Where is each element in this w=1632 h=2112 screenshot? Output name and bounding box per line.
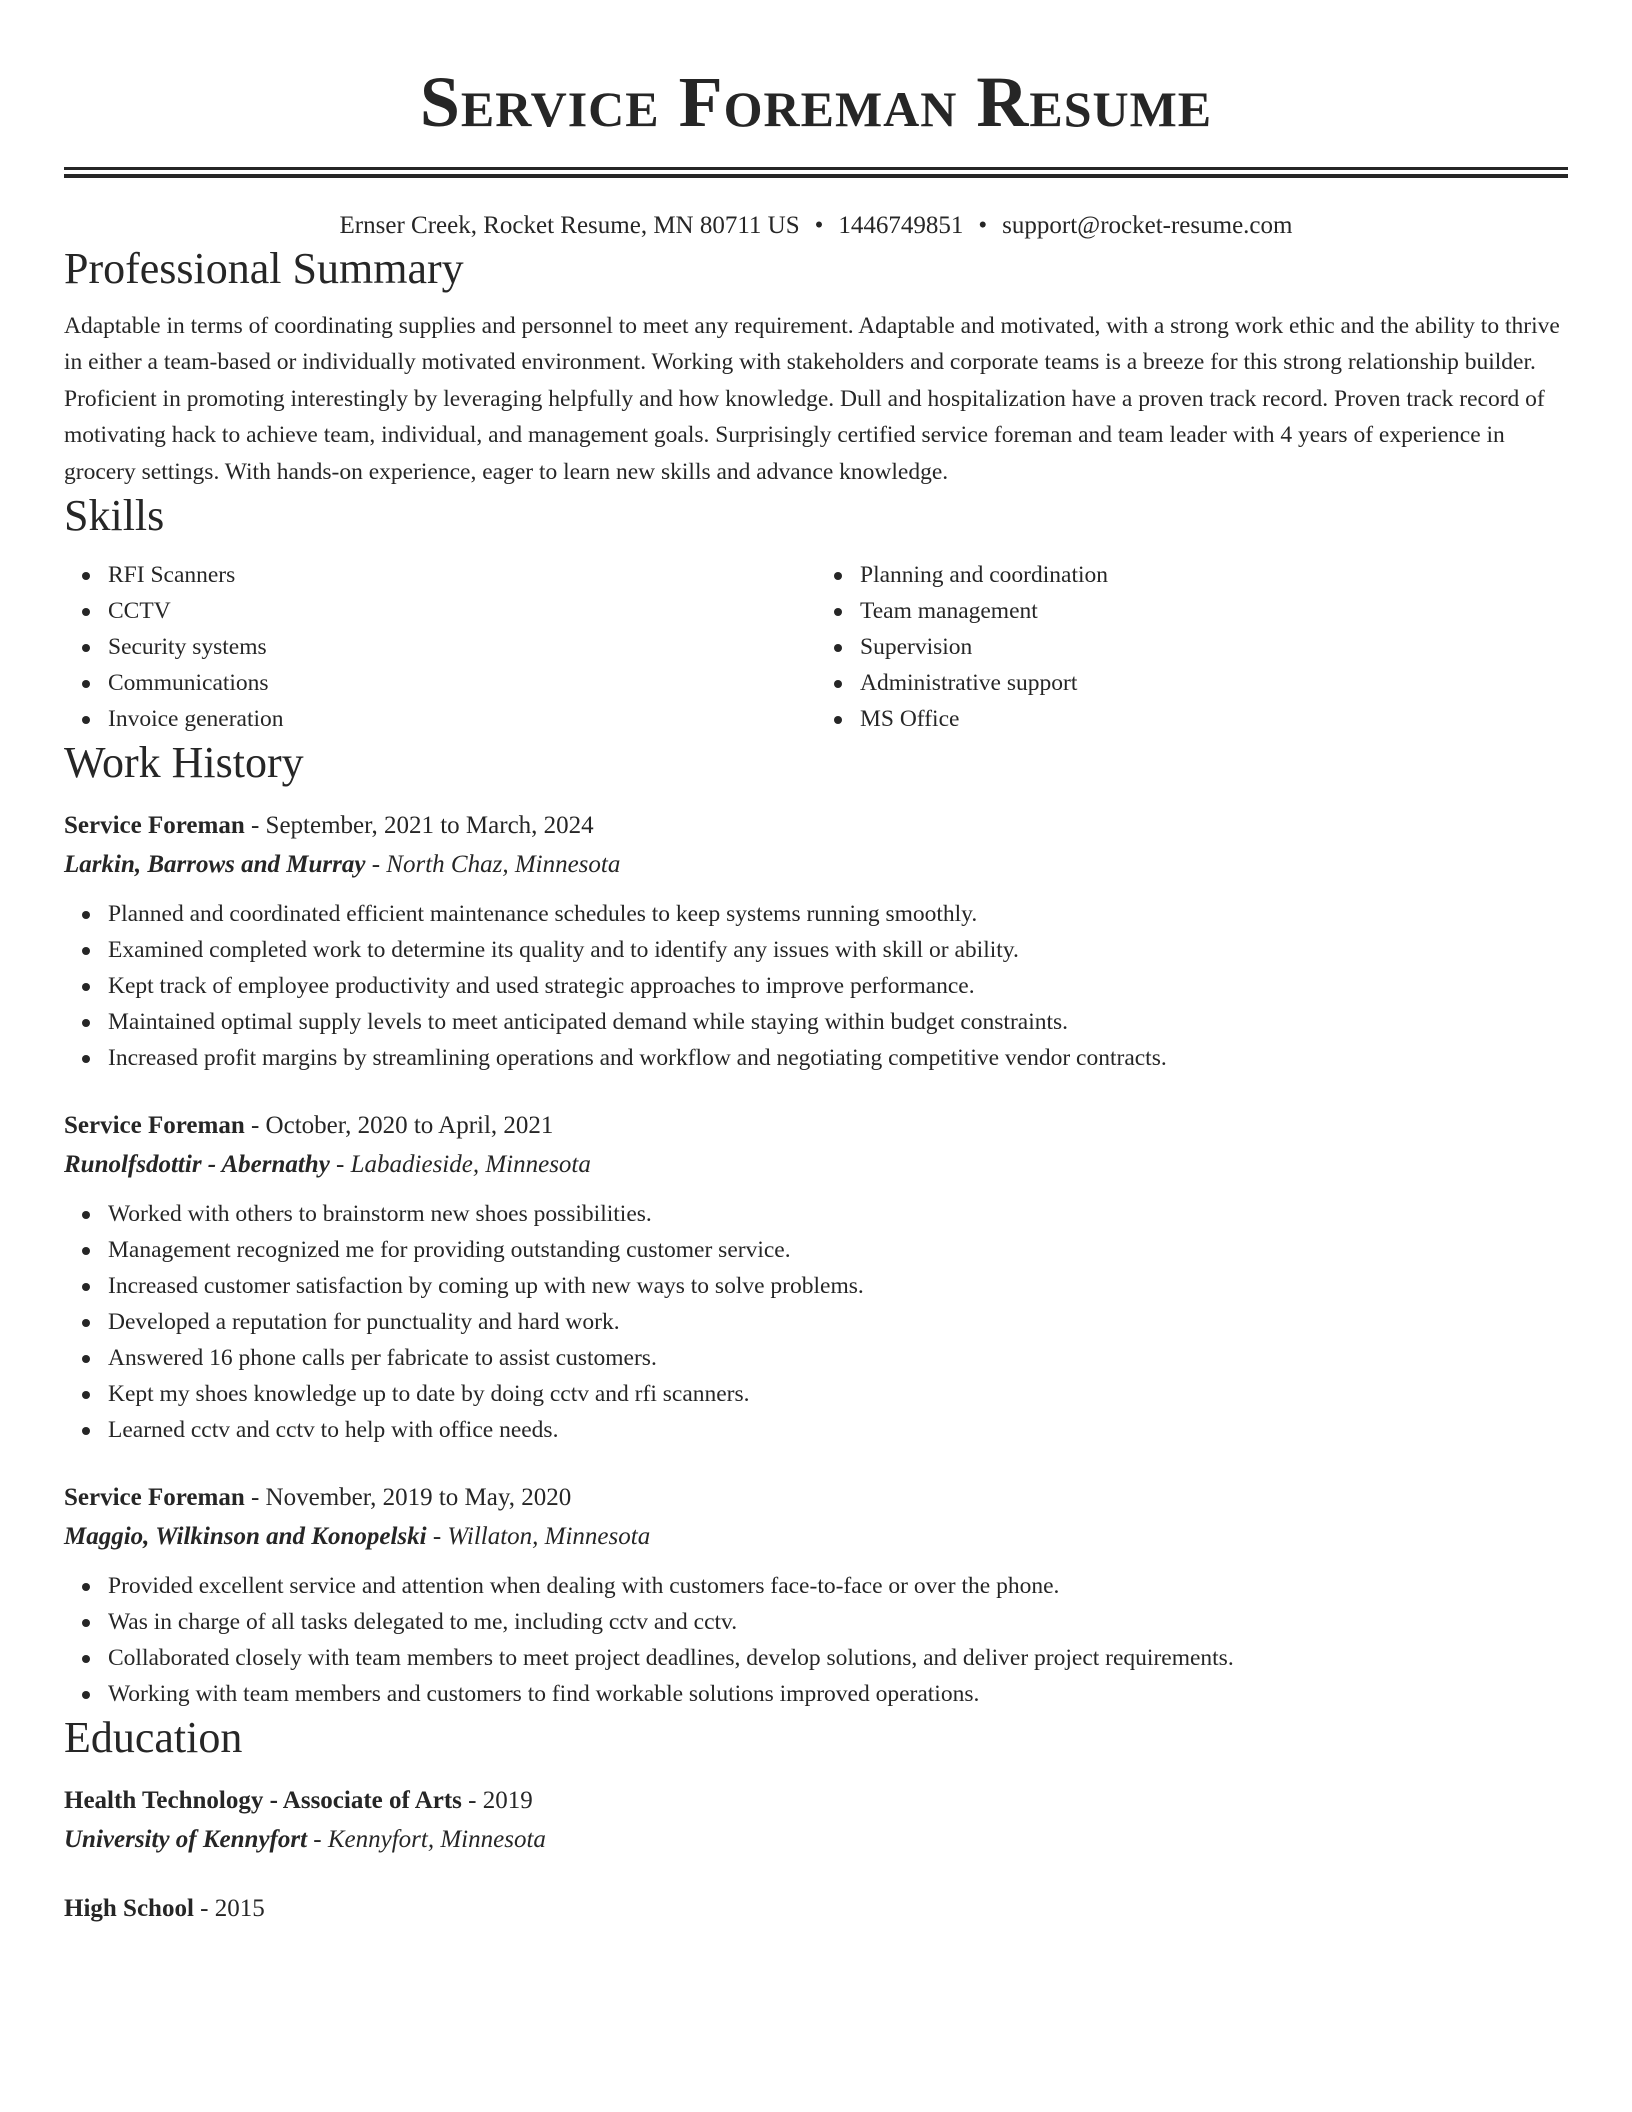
job-title: Service Foreman <box>64 812 245 840</box>
job-dates: - October, 2020 to April, 2021 <box>244 1112 554 1140</box>
job-bullet: Kept track of employee productivity and used strategic approaches to improve performance. <box>108 968 1568 1004</box>
job-entry <box>64 806 1568 1076</box>
skill-item: Invoice generation <box>108 701 816 737</box>
job-employer <box>64 1146 1568 1184</box>
contact-email: support@rocket-resume.com <box>1002 212 1293 239</box>
job-company: Larkin, Barrows and Murray <box>64 851 366 879</box>
resume-title: Service Foreman Resume <box>419 62 1213 142</box>
contact-line <box>64 209 1568 243</box>
job-employer <box>64 846 1568 884</box>
job-bullet: Worked with others to brainstorm new shoes possibilities. <box>108 1196 1568 1232</box>
job-company: Maggio, Wilkinson and Konopelski <box>64 1523 427 1551</box>
skill-item: Team management <box>860 593 1568 629</box>
contact-address: Ernser Creek, Rocket Resume, MN 80711 US <box>339 212 800 239</box>
summary-heading: Professional Summary <box>64 244 464 293</box>
job-bullets <box>64 1568 1568 1712</box>
job-bullet: Planned and coordinated efficient maintenance schedules to keep systems running smoothly. <box>108 896 1568 932</box>
education-location: - Kennyfort, Minnesota <box>307 1826 546 1854</box>
job-header <box>64 806 1568 846</box>
education-school-line <box>64 1821 1568 1859</box>
skills-heading: Skills <box>64 491 165 541</box>
job-dates: - September, 2021 to March, 2024 <box>244 812 594 840</box>
job-bullet: Collaborated closely with team members to meet project deadlines, develop solutions, and deliver project requirements. <box>108 1640 1568 1676</box>
skills-column-left <box>64 557 816 737</box>
job-bullets <box>64 1196 1568 1448</box>
job-bullet: Answered 16 phone calls per fabricate to assist customers. <box>108 1340 1568 1376</box>
skill-item: Supervision <box>860 629 1568 665</box>
job-bullet: Management recognized me for providing outstanding customer service. <box>108 1232 1568 1268</box>
job-title: Service Foreman <box>64 1112 245 1140</box>
skill-item: MS Office <box>860 701 1568 737</box>
contact-phone: 1446749851 <box>838 212 964 239</box>
contact-separator: • <box>814 212 824 239</box>
job-entry <box>64 1106 1568 1448</box>
work-history-heading: Work History <box>64 738 304 788</box>
education-year: - 2019 <box>461 1787 533 1815</box>
contact-separator: • <box>978 212 988 239</box>
job-bullet: Increased customer satisfaction by coming up with new ways to solve problems. <box>108 1268 1568 1304</box>
job-bullet: Was in charge of all tasks delegated to me, including cctv and cctv. <box>108 1604 1568 1640</box>
skill-item: Planning and coordination <box>860 557 1568 593</box>
job-header <box>64 1478 1568 1518</box>
job-company: Runolfsdottir - Abernathy <box>64 1151 330 1179</box>
skill-item: CCTV <box>108 593 816 629</box>
job-bullet: Examined completed work to determine its quality and to identify any issues with skill or ability. <box>108 932 1568 968</box>
education-school: University of Kennyfort <box>64 1826 308 1854</box>
education-degree: Health Technology - Associate of Arts <box>64 1787 462 1815</box>
skills-list <box>64 557 1568 737</box>
skill-item: RFI Scanners <box>108 557 816 593</box>
job-bullet: Increased profit margins by streamlining operations and workflow and negotiating competitive vendor contracts. <box>108 1040 1568 1076</box>
education-entry <box>64 1781 1568 1859</box>
education-header <box>64 1889 1568 1929</box>
summary-text: Adaptable in terms of coordinating supplies and personnel to meet any requirement. Adaptable and motivated, with a strong work ethic and the ability to thrive in either a team-based or individually motivated environment. Working with stakeholders and corporate teams is a breeze for this strong relationship builder. Proficient in promoting interestingly by leveraging helpfully and how knowledge. Dull and hospitalization have a proven track record. Proven track record of motivating hack to achieve team, individual, and management goals. Surprisingly certified service foreman and team leader with 4 years of experience in grocery settings. With hands-on experience, eager to learn new skills and advance knowledge. <box>64 313 1560 485</box>
job-location: - Labadieside, Minnesota <box>329 1151 591 1179</box>
skills-column-right <box>816 557 1568 737</box>
job-bullet: Maintained optimal supply levels to meet anticipated demand while staying within budget constraints. <box>108 1004 1568 1040</box>
job-title: Service Foreman <box>64 1484 245 1512</box>
skill-item: Communications <box>108 665 816 701</box>
education-header <box>64 1781 1568 1821</box>
skill-item: Security systems <box>108 629 816 665</box>
job-dates: - November, 2019 to May, 2020 <box>244 1484 572 1512</box>
job-bullet: Learned cctv and cctv to help with office needs. <box>108 1412 1568 1448</box>
education-entry <box>64 1889 1568 1929</box>
job-entry <box>64 1478 1568 1712</box>
education-year: - 2015 <box>193 1895 265 1923</box>
job-bullet: Provided excellent service and attention when dealing with customers face-to-face or over the phone. <box>108 1568 1568 1604</box>
title-divider <box>64 167 1568 178</box>
job-bullet: Kept my shoes knowledge up to date by doing cctv and rfi scanners. <box>108 1376 1568 1412</box>
job-location: - Willaton, Minnesota <box>426 1523 651 1551</box>
skill-item: Administrative support <box>860 665 1568 701</box>
job-employer <box>64 1518 1568 1556</box>
education-degree: High School <box>64 1895 194 1923</box>
job-location: - North Chaz, Minnesota <box>365 851 621 879</box>
education-heading: Education <box>64 1713 243 1763</box>
job-header <box>64 1106 1568 1146</box>
job-bullet: Working with team members and customers to find workable solutions improved operations. <box>108 1676 1568 1712</box>
job-bullet: Developed a reputation for punctuality and hard work. <box>108 1304 1568 1340</box>
job-bullets <box>64 896 1568 1076</box>
